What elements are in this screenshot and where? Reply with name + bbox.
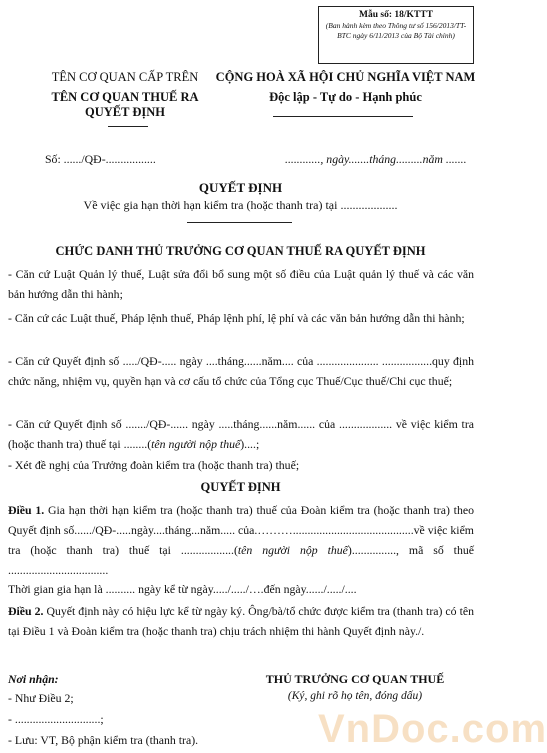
legal-basis-4: - Căn cứ Quyết định số ......./QĐ-...... ngày .....tháng......năm...... của .................. về việc kiểm tra (hoặc thanh tra) thuế tại ........(tên người nộp thuế)....;: [8, 417, 474, 451]
recipient-2: - .............................;: [8, 712, 104, 726]
decision-number: Số: ....../QĐ-.................: [45, 152, 156, 166]
signature-note: (Ký, ghi rõ họ tên, đóng dấu): [287, 690, 423, 702]
agency-underline: [108, 126, 148, 127]
issuing-authority-title: CHỨC DANH THỦ TRƯỞNG CƠ QUAN THUẾ RA QUYẾT ĐỊNH: [55, 244, 426, 258]
recipients-label: Nơi nhận:: [8, 672, 59, 686]
recipient-1: - Như Điều 2;: [8, 691, 74, 705]
article-1: Điều 1. Gia hạn thời hạn kiểm tra (hoặc thanh tra) thuế của Đoàn kiểm tra (hoặc thanh tra) theo Quyết định số....../QĐ-.....ngày....tháng...năm..... của.……….........................................về việc kiểm tra (hoặc thanh tra) thuế tại ..................(tên người nộp thuế)..............., mã số thuế ..................................: [8, 503, 474, 577]
article-1-label: Điều 1.: [8, 503, 45, 517]
legal-basis-1: - Căn cứ Luật Quản lý thuế, Luật sửa đổi bổ sung một số điều của Luật quản lý thuế và các văn bản hướng dẫn thi hành;: [8, 267, 474, 301]
form-code: Mẫu số: 18/KTTT: [359, 10, 433, 20]
agency-issuer-line1: TÊN CƠ QUAN THUẾ RA: [51, 90, 199, 104]
legal-basis-2: - Căn cứ các Luật thuế, Pháp lệnh thuế, Pháp lệnh phí, lệ phí và các văn bản hướng dẫn thi hành;: [8, 311, 465, 325]
legal-basis-3: - Căn cứ Quyết định số ...../QĐ-..... ngày ....tháng......năm.... của ..................... .................quy định chức năng, nhiệm vụ, quyền hạn và cơ cấu tổ chức của Tổng cục Thuế/Cục thuế/Chi cục thuế;: [8, 354, 474, 388]
document-title: QUYẾT ĐỊNH: [198, 180, 283, 195]
article-2: Điều 2. Quyết định này có hiệu lực kể từ ngày ký. Ông/bà/tổ chức được kiểm tra (thanh tra) có tên tại Điều 1 và Đoàn kiểm tra (hoặc thanh tra) chịu trách nhiệm thi hành Quyết định này./.: [8, 604, 474, 638]
decision-date: ............, ngày.......tháng.........năm .......: [285, 152, 467, 166]
form-code-box: [318, 6, 474, 64]
article-2-label: Điều 2.: [8, 604, 44, 618]
taxpayer-name-placeholder: tên người nộp thuế: [151, 437, 241, 451]
signature-title: THỦ TRƯỞNG CƠ QUAN THUẾ: [265, 672, 445, 686]
taxpayer-name-placeholder-2: tên người nộp thuế: [237, 543, 348, 557]
motto-underline: [273, 116, 413, 117]
decision-heading: QUYẾT ĐỊNH: [200, 480, 281, 494]
agency-issuer-line2: QUYẾT ĐỊNH: [85, 105, 165, 119]
legal-basis-5: - Xét đề nghị của Trưởng đoàn kiểm tra (hoặc thanh tra) thuế;: [8, 458, 300, 472]
national-motto: Độc lập - Tự do - Hạnh phúc: [269, 90, 422, 104]
form-issuance-note: (Ban hành kèm theo Thông tư số 156/2013/TT-BTC ngày 6/11/2013 của Bộ Tài chính): [325, 21, 467, 40]
extension-period: Thời gian gia hạn là .......... ngày kể từ ngày...../...../….đến ngày....../...../....: [8, 582, 357, 596]
subtitle-underline: [187, 222, 292, 223]
agency-superior: TÊN CƠ QUAN CẤP TRÊN: [51, 70, 199, 84]
document-subtitle: Về việc gia hạn thời hạn kiểm tra (hoặc thanh tra) tại ...................: [83, 198, 398, 212]
country-name: CỘNG HOÀ XÃ HỘI CHỦ NGHĨA VIỆT NAM: [215, 70, 476, 84]
recipient-3: - Lưu: VT, Bộ phận kiểm tra (thanh tra).: [8, 733, 199, 747]
watermark-logo: VnDoc.com: [318, 707, 547, 751]
